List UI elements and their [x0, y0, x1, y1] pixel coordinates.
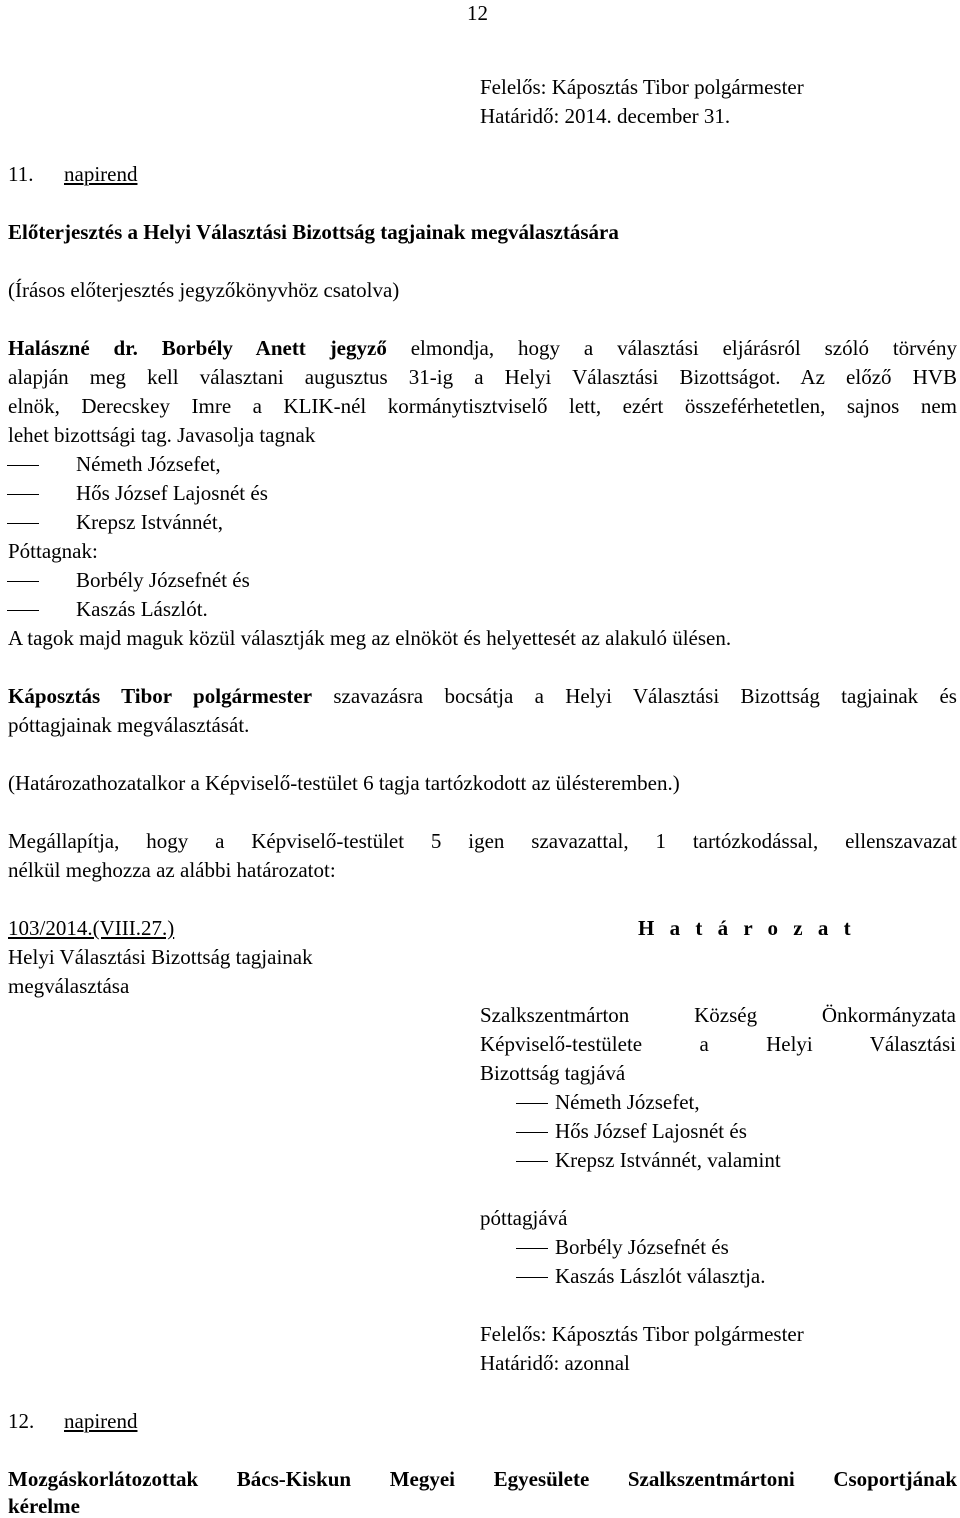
- agenda-item-number: 11.: [8, 162, 34, 186]
- closing-text: A tagok majd maguk közül választják meg az elnököt és helyettesét az alakuló ülésen.: [8, 626, 732, 650]
- dash-bullet: [516, 1161, 548, 1162]
- paragraph-text: elmondja, hogy a választási eljárásról szóló törvény: [386, 336, 957, 360]
- dash-bullet: [516, 1248, 548, 1249]
- resolution-body-line: Bizottság tagjává: [480, 1061, 626, 1085]
- dash-bullet: [516, 1103, 548, 1104]
- agenda-item-label: napirend: [64, 1409, 138, 1433]
- substitute-list: Borbély Józsefnét és Kaszás Lászlót.: [0, 570, 600, 630]
- dash-bullet: [7, 610, 39, 611]
- paragraph-line: nélkül meghozza az alábbi határozatot:: [8, 858, 336, 882]
- resolution-subject: Helyi Választási Bizottság tagjainak: [8, 945, 313, 969]
- resolution-substitute-list: Borbély Józsefnét és Kaszás Lászlót választja.: [516, 1237, 936, 1297]
- paragraph-line: alapján meg kell választani augusztus 31-ig a Helyi Választási Bizottságot. Az előző HVB: [8, 365, 957, 389]
- agenda-item-label: napirend: [64, 162, 138, 186]
- agenda-title: Mozgáskorlátozottak Bács-Kiskun Megyei Egyesülete Szalkszentmártoni Csoportjának: [8, 1467, 957, 1491]
- paragraph-line: [8, 686, 957, 707]
- dash-bullet: [7, 581, 39, 582]
- dash-bullet: [7, 494, 39, 495]
- resolution-body-line: Szalkszentmárton Község Önkormányzata: [480, 1003, 956, 1027]
- dash-bullet: [516, 1277, 548, 1278]
- resolution-deadline: Határidő: azonnal: [480, 1351, 630, 1375]
- header-responsible: Felelős: Káposztás Tibor polgármester: [480, 75, 804, 99]
- resolution-heading: H a t á r o z a t: [638, 916, 856, 940]
- agenda-title: Előterjesztés a Helyi Választási Bizottság tagjainak megválasztására: [8, 220, 619, 244]
- mayor-name: Káposztás Tibor polgármester: [8, 684, 313, 708]
- dash-bullet: [7, 465, 39, 466]
- agenda-title: kérelme: [8, 1494, 80, 1518]
- paragraph-text: szavazásra bocsátja a Helyi Választási Bizottság tagjainak és: [312, 684, 957, 708]
- paragraph-line: Megállapítja, hogy a Képviselő-testület 5 igen szavazattal, 1 tartózkodással, ellenszavazat: [8, 829, 957, 853]
- resolution-body-line: Képviselő-testülete a Helyi Választási: [480, 1032, 956, 1056]
- paragraph-line: lehet bizottsági tag. Javasolja tagnak: [8, 423, 316, 447]
- dash-bullet: [7, 523, 39, 524]
- page-number: 12: [467, 1, 488, 25]
- agenda-item-number: 12.: [8, 1409, 35, 1433]
- resolution-responsible: Felelős: Káposztás Tibor polgármester: [480, 1322, 804, 1346]
- attendance-note: (Határozathozatalkor a Képviselő-testület 6 tagja tartózkodott az ülésteremben.): [8, 771, 680, 795]
- agenda-note: (Írásos előterjesztés jegyzőkönyvhöz csatolva): [8, 278, 400, 302]
- resolution-subject: megválasztása: [8, 974, 130, 998]
- substitutes-label: Póttagnak:: [8, 539, 98, 563]
- dash-bullet: [516, 1132, 548, 1133]
- paragraph-line: póttagjainak megválasztását.: [8, 713, 250, 737]
- speaker-name: Halászné dr. Borbély Anett jegyző: [8, 336, 387, 360]
- member-list: Németh Józsefet, Hős József Lajosnét és Krepsz Istvánnét,: [0, 454, 600, 544]
- resolution-substitutes-label: póttagjává: [480, 1206, 568, 1230]
- resolution-member-list: Németh Józsefet, Hős József Lajosnét és Krepsz Istvánnét, valamint: [516, 1092, 936, 1182]
- header-deadline: Határidő: 2014. december 31.: [480, 104, 731, 128]
- resolution-number: 103/2014.(VIII.27.): [8, 916, 175, 940]
- paragraph-line: [8, 338, 957, 359]
- paragraph-line: elnök, Derecskey Imre a KLIK-nél kormánytisztviselő lett, ezért összeférhetetlen, sajnos nem: [8, 394, 957, 418]
